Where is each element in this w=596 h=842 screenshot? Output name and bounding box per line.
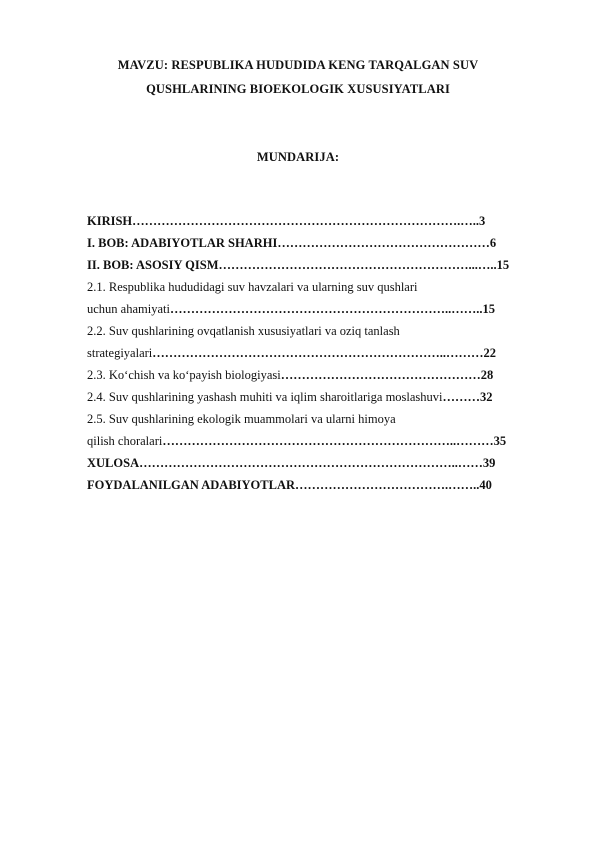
toc-leader-dots: …………………………………………………………………….….. bbox=[132, 214, 480, 228]
toc-entry-bob1[interactable] bbox=[87, 232, 547, 254]
toc-leader-dots: ……………………………….…….. bbox=[295, 478, 480, 492]
toc-entry-kirish[interactable] bbox=[87, 210, 547, 232]
toc-leader-dots: …………………………………………………………………..…… bbox=[139, 456, 483, 470]
toc-entry-title: I. BOB: ADABIYOTLAR SHARHI bbox=[87, 236, 278, 250]
toc-entry-title-continued: qilish choralari bbox=[87, 434, 163, 448]
toc-leader-dots: ………………………………………… bbox=[280, 368, 481, 382]
toc-entry-2-2[interactable] bbox=[87, 320, 547, 364]
toc-page-number: 32 bbox=[480, 390, 493, 404]
toc-entry-title: II. BOB: ASOSIY QISM bbox=[87, 258, 219, 272]
toc-entry-title: 2.3. Ko‘chish va ko‘payish biologiyasi bbox=[87, 368, 281, 382]
toc-entry-adabiyotlar[interactable] bbox=[87, 474, 547, 496]
toc-entry-title-continued: uchun ahamiyati bbox=[87, 302, 170, 316]
toc-leader-dots: …………………………………………… bbox=[277, 236, 490, 250]
toc-entry-xulosa[interactable] bbox=[87, 452, 547, 474]
toc-entry-title: KIRISH bbox=[87, 214, 133, 228]
toc-page-number: 15 bbox=[496, 258, 510, 272]
toc-page-number: 39 bbox=[482, 456, 496, 470]
toc-leader-dots: ……………………………………………………...….. bbox=[218, 258, 497, 272]
contents-heading: MUNDARIJA: bbox=[256, 150, 340, 164]
toc-page-number: 6 bbox=[489, 236, 497, 250]
toc-entry-title: FOYDALANILGAN ADABIYOTLAR bbox=[87, 478, 296, 492]
toc-entry-2-1[interactable] bbox=[87, 276, 547, 320]
toc-page-number: 3 bbox=[479, 214, 486, 228]
title-line-1: MAVZU: RESPUBLIKA HUDUDIDA KENG TARQALGAN SUV bbox=[117, 58, 479, 72]
toc-page-number: 40 bbox=[479, 478, 492, 492]
toc-page-number: 15 bbox=[482, 302, 495, 316]
toc-entry-title: XULOSA bbox=[87, 456, 140, 470]
toc-entry-bob2[interactable] bbox=[87, 254, 547, 276]
toc-entry-2-3[interactable] bbox=[87, 364, 547, 386]
table-of-contents bbox=[87, 210, 547, 496]
toc-entry-title: 2.4. Suv qushlarining yashash muhiti va iqlim sharoitlariga moslashuvi bbox=[87, 390, 443, 404]
toc-entry-title-continued: strategiyalari bbox=[87, 346, 153, 360]
toc-page-number: 22 bbox=[483, 346, 496, 360]
toc-page-number: 28 bbox=[480, 368, 494, 382]
toc-entry-title: 2.5. Suv qushlarining ekologik muammolari va ularni himoya bbox=[87, 412, 396, 426]
toc-page-number: 35 bbox=[493, 434, 507, 448]
toc-entry-title: 2.2. Suv qushlarining ovqatlanish xususiyatlari va oziq tanlash bbox=[87, 324, 400, 338]
toc-leader-dots: …………………………………………………………..…….. bbox=[169, 302, 483, 316]
toc-entry-2-5[interactable] bbox=[87, 408, 547, 452]
title-line-2: QUSHLARINING BIOEKOLOGIK XUSUSIYATLARI bbox=[146, 82, 450, 96]
toc-entry-title: 2.1. Respublika hududidagi suv havzalari va ularning suv qushlari bbox=[87, 280, 418, 294]
toc-leader-dots: ……………………………………………………………..……… bbox=[152, 346, 484, 360]
toc-entry-2-4[interactable] bbox=[87, 386, 547, 408]
toc-leader-dots: ……… bbox=[442, 390, 481, 404]
toc-leader-dots: ……………………………………………………………..……… bbox=[162, 434, 494, 448]
